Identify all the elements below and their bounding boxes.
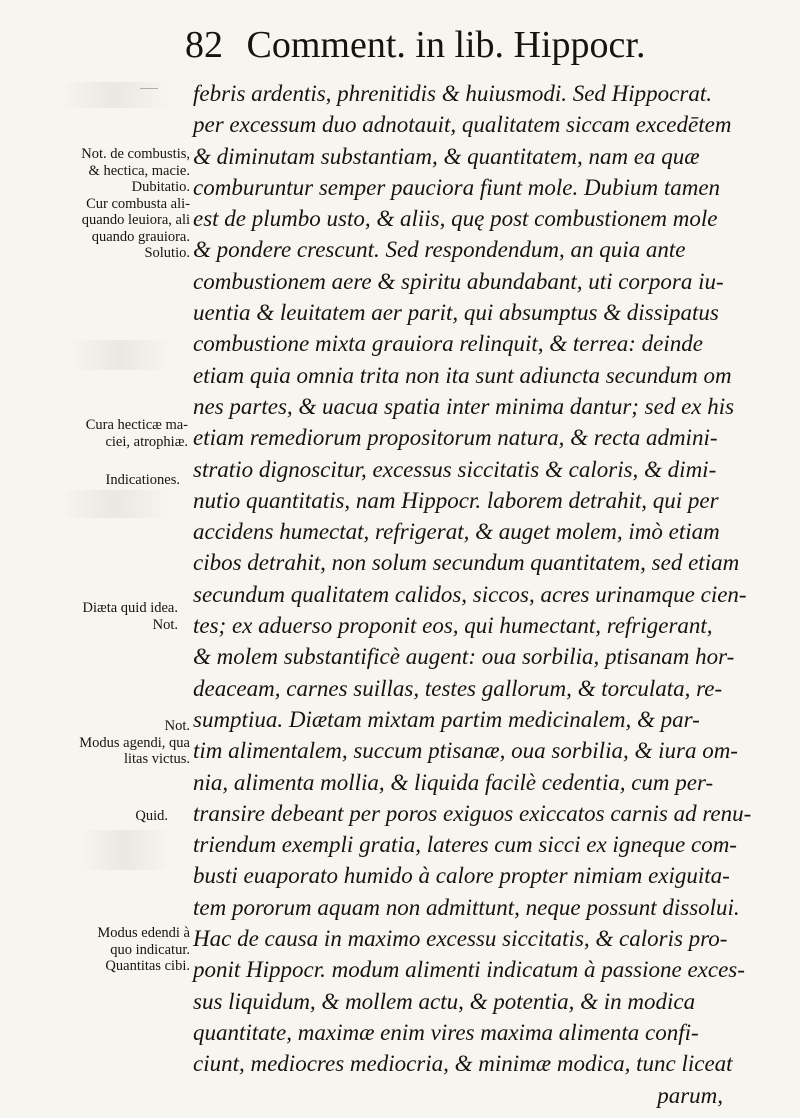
margin-note-line: Not.	[152, 616, 178, 633]
text-line: sumptiua. Diætam mixtam partim medicinalem, & par-	[193, 706, 700, 732]
margin-note-line: quo indicatur.	[110, 941, 190, 958]
text-line: tem pororum aquam non admittunt, neque possunt dissolui.	[193, 894, 740, 920]
margin-note-line: Indicationes.	[105, 472, 180, 488]
text-line: & molem substantificè augent: oua sorbilia, ptisanam hor-	[193, 644, 735, 670]
text-line: quantitate, maximæ enim vires maxima alimenta confi-	[193, 1019, 699, 1045]
margin-note-diaeta	[8, 600, 178, 633]
text-line: ponit Hippocr. modum alimenti indicatum à passione exces-	[193, 957, 745, 983]
bleed-through-shadow	[80, 830, 170, 870]
text-line: tim alimentalem, succum ptisanæ, oua sorbilia, & iura om-	[193, 738, 738, 764]
margin-note-modus-agendi	[20, 718, 190, 768]
margin-note-line: litas victus.	[123, 751, 190, 767]
text-line: & pondere crescunt. Sed respondendum, an quia ante	[193, 237, 686, 263]
text-line: busti euaporato humido à calore propter nimiam exiguita-	[193, 863, 730, 889]
text-line: tes; ex aduerso proponit eos, qui humectant, refrigerant,	[193, 613, 713, 639]
text-line: deaceam, carnes suillas, testes gallorum, & torculata, re-	[193, 675, 723, 701]
text-line: etiam remediorum propositorum natura, & recta admini-	[193, 425, 718, 451]
margin-note-line: Modus edendi à	[97, 925, 190, 941]
margin-note-line: Not.	[164, 718, 190, 734]
running-title: Comment. in lib. Hippocr.	[246, 24, 646, 66]
text-line: accidens humectat, refrigerat, & auget molem, imò etiam	[193, 519, 720, 545]
text-line: Hac de causa in maximo excessu siccitatis, & caloris pro-	[193, 926, 728, 952]
text-line: nes partes, & uacua spatia inter minima dantur; sed ex his	[193, 393, 735, 419]
margin-note-line: ciei, atrophiæ.	[105, 433, 188, 450]
margin-note-line: Not. de combustis,	[81, 146, 190, 162]
margin-note-line: Cur combusta ali-	[86, 195, 190, 212]
text-line: est de plumbo usto, & aliis, quę post combustionem mole	[193, 206, 718, 232]
text-line: comburuntur semper pauciora fiunt mole. Dubium tamen	[193, 174, 721, 200]
main-text-block	[193, 78, 765, 1111]
margin-note-hecticae	[18, 417, 188, 450]
margin-note-quid	[0, 808, 168, 825]
margin-note-line: Quantitas cibi.	[105, 958, 190, 974]
page-header	[185, 20, 745, 70]
margin-note-line: Cura hecticæ ma-	[85, 417, 188, 433]
text-line: cibos detrahit, non solum secundum quantitatem, sed etiam	[193, 550, 740, 576]
page-number: 82	[185, 24, 223, 66]
text-line: transire debeant per poros exiguos exiccatos carnis ad renu-	[193, 800, 752, 826]
text-line: ciunt, mediocres mediocria, & minimæ modica, tunc liceat	[193, 1051, 733, 1077]
margin-note-indicationes	[10, 472, 180, 489]
margin-note-modus-edendi	[20, 925, 190, 975]
text-line: uentia & leuitatem aer parit, qui absumptus & dissipatus	[193, 300, 719, 326]
bleed-through-shadow	[60, 82, 170, 108]
margin-note-line: Quid.	[135, 808, 168, 824]
text-line: nia, alimenta mollia, & liquida facilè cedentia, cum per-	[193, 769, 714, 795]
text-line: stratio dignoscitur, excessus siccitatis & caloris, & dimi-	[193, 456, 717, 482]
margin-note-line: quando grauiora.	[91, 228, 190, 245]
text-line: nutio quantitatis, nam Hippocr. laborem detrahit, qui per	[193, 487, 719, 513]
margin-note-line: Solutio.	[144, 245, 190, 261]
text-line: combustionem aere & spiritu abundabant, uti corpora iu-	[193, 268, 724, 294]
bleed-through-shadow	[60, 490, 170, 518]
margin-note-line: Modus agendi, qua	[79, 734, 190, 751]
margin-note-line: quando leuiora, ali	[81, 212, 190, 228]
margin-note-line: & hectica, macie.	[88, 162, 190, 179]
text-line: febris ardentis, phrenitidis & huiusmodi. Sed Hippocrat.	[193, 81, 712, 106]
margin-note-combustis	[20, 146, 190, 262]
text-line: & diminutam substantiam, & quantitatem, nam ea quæ	[193, 143, 700, 169]
text-line: combustione mixta grauiora relinquit, & terrea: deinde	[193, 331, 703, 357]
bleed-through-shadow	[70, 340, 170, 370]
text-line: sus liquidum, & mollem actu, & potentia, & in modica	[193, 988, 696, 1014]
margin-note-line: Dubitatio.	[131, 179, 190, 195]
margin-note-line: Diæta quid idea.	[82, 600, 178, 616]
text-line: secundum qualitatem calidos, siccos, acres urinamque cien-	[193, 581, 747, 607]
text-line: etiam quia omnia trita non ita sunt adiuncta secundum om	[193, 362, 732, 388]
text-line: triendum exempli gratia, lateres cum sicci ex igneque com-	[193, 832, 737, 858]
text-line: parum,	[657, 1082, 723, 1108]
text-line: per excessum duo adnotauit, qualitatem siccam excedētem	[193, 112, 732, 138]
